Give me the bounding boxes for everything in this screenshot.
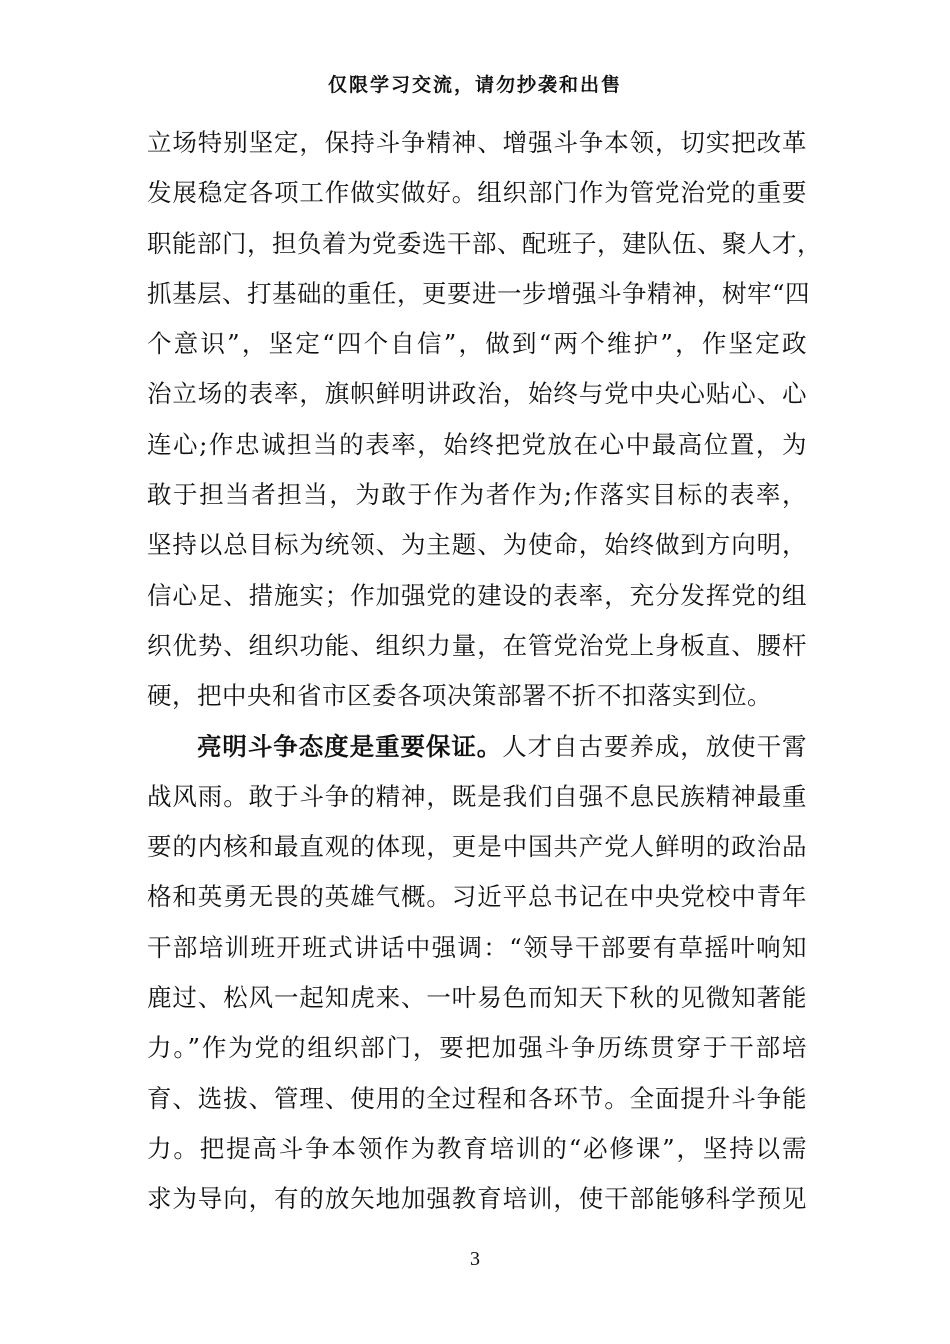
text-line: 力。”作为党的组织部门，要把加强斗争历练贯穿于干部培 xyxy=(147,1033,807,1063)
paragraph-first-line xyxy=(147,722,807,772)
text-line: 发展稳定各项工作做实做好。组织部门作为管党治党的重要 xyxy=(147,178,807,208)
text-line: 敢于担当者担当，为敢于作为者作为;作落实目标的表率， xyxy=(147,480,807,510)
text-line: 坚持以总目标为统领、为主题、为使命，始终做到方向明， xyxy=(147,530,807,560)
text-line-rest: 人才自古要养成，放使干霄 xyxy=(502,731,808,761)
paragraph-heading: 亮明斗争态度是重要保证。 xyxy=(197,731,503,761)
paragraph-1 xyxy=(147,118,822,722)
paragraph-2 xyxy=(147,722,807,1225)
text-line: 要的内核和最直观的体现，更是中国共产党人鲜明的政治品 xyxy=(147,832,807,862)
text-line: 战风雨。敢于斗争的精神，既是我们自强不息民族精神最重 xyxy=(147,781,807,811)
text-line: 连心;作忠诚担当的表率，始终把党放在心中最高位置，为 xyxy=(147,429,807,459)
text-line: 求为导向，有的放矢地加强教育培训，使干部能够科学预见 xyxy=(147,1184,807,1214)
text-line: 格和英勇无畏的英雄气概。习近平总书记在中央党校中青年 xyxy=(147,882,807,912)
page-header: 仅限学习交流，请勿抄袭和出售 xyxy=(327,74,622,96)
document-body xyxy=(147,118,822,1225)
text-line: 织优势、组织功能、组织力量，在管党治党上身板直、腰杆 xyxy=(147,630,807,660)
page-number: 3 xyxy=(470,1248,480,1270)
text-line: 个意识”，坚定“四个自信”，做到“两个维护”，作坚定政 xyxy=(147,329,807,359)
text-line: 力。把提高斗争本领作为教育培训的“必修课”，坚持以需 xyxy=(147,1133,807,1163)
text-line: 硬，把中央和省市区委各项决策部署不折不扣落实到位。 xyxy=(147,681,772,711)
text-line: 信心足、措施实；作加强党的建设的表率，充分发挥党的组 xyxy=(147,580,807,610)
text-line: 抓基层、打基础的重任，更要进一步增强斗争精神，树牢“四 xyxy=(147,278,811,308)
text-line: 育、选拔、管理、使用的全过程和各环节。全面提升斗争能 xyxy=(147,1083,807,1113)
text-line: 鹿过、松风一起知虎来、一叶易色而知天下秋的见微知著能 xyxy=(147,983,807,1013)
text-line: 治立场的表率，旗帜鲜明讲政治，始终与党中央心贴心、心 xyxy=(147,379,807,409)
text-line: 职能部门，担负着为党委选干部、配班子，建队伍、聚人才， xyxy=(147,228,822,258)
text-line: 干部培训班开班式讲话中强调：“领导干部要有草摇叶响知 xyxy=(147,932,807,962)
text-line: 立场特别坚定，保持斗争精神、增强斗争本领，切实把改革 xyxy=(147,128,807,157)
